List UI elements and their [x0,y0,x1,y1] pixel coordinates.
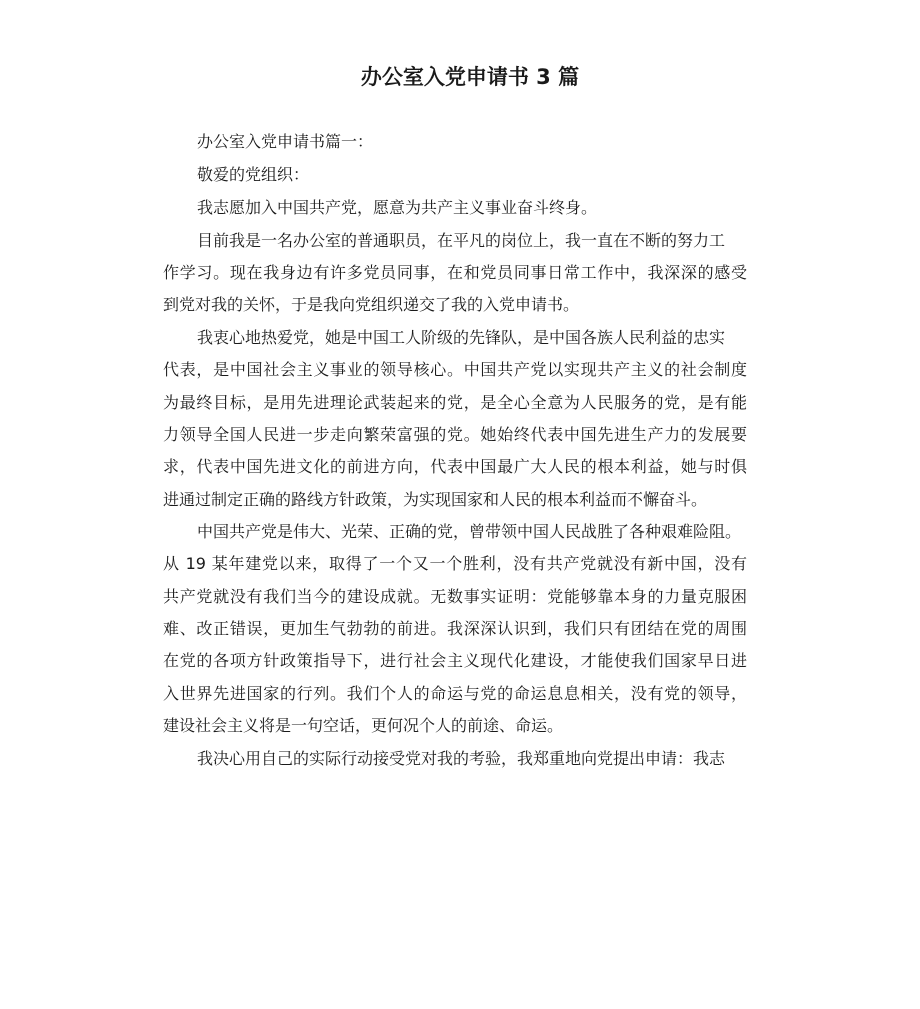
paragraph-line: 从 19 某年建党以来，取得了一个又一个胜利，没有共产党就没有新中国，没有 [163,554,747,573]
paragraph-line: 求，代表中国先进文化的前进方向，代表中国最广大人民的根本利益，她与时俱 [163,457,747,476]
section-heading: 办公室入党申请书篇一： [197,132,374,151]
paragraph-line: 力领导全国人民进一步走向繁荣富强的党。她始终代表中国先进生产力的发展要 [163,425,747,444]
paragraph-line: 代表，是中国社会主义事业的领导核心。中国共产党以实现共产主义的社会制度 [163,360,747,379]
paragraph-line: 在党的各项方针政策指导下，进行社会主义现代化建设，才能使我们国家早日进 [163,651,747,670]
paragraph-line: 难、改正错误，更加生气勃勃的前进。我深深认识到，我们只有团结在党的周围 [163,619,747,638]
paragraph-line: 入世界先进国家的行列。我们个人的命运与党的命运息息相关，没有党的领导， [163,684,747,703]
paragraph-line: 共产党就没有我们当今的建设成就。无数事实证明：党能够靠本身的力量克服困 [163,587,747,606]
paragraph-line: 我决心用自己的实际行动接受党对我的考验，我郑重地向党提出申请：我志 [197,749,726,768]
paragraph-line: 我衷心地热爱党，她是中国工人阶级的先锋队，是中国各族人民利益的忠实 [197,328,726,347]
document-title: 办公室入党申请书 3 篇 [360,65,580,89]
paragraph-line: 建设社会主义将是一句空话，更何况个人的前途、命运。 [163,716,564,735]
paragraph-line: 到党对我的关怀，于是我向党组织递交了我的入党申请书。 [163,295,580,314]
paragraph-line: 中国共产党是伟大、光荣、正确的党，曾带领中国人民战胜了各种艰难险阻。 [197,522,742,541]
paragraph-line: 为最终目标，是用先进理论武装起来的党，是全心全意为人民服务的党，是有能 [163,393,747,412]
paragraph-line: 我志愿加入中国共产党，愿意为共产主义事业奋斗终身。 [197,198,598,217]
paragraph-line: 目前我是一名办公室的普通职员，在平凡的岗位上，我一直在不断的努力工 [197,231,726,250]
paragraph-line: 作学习。现在我身边有许多党员同事，在和党员同事日常工作中，我深深的感受 [163,263,747,282]
paragraph-line: 进通过制定正确的路线方针政策，为实现国家和人民的根本利益而不懈奋斗。 [163,490,708,509]
salutation: 敬爱的党组织： [197,165,310,184]
